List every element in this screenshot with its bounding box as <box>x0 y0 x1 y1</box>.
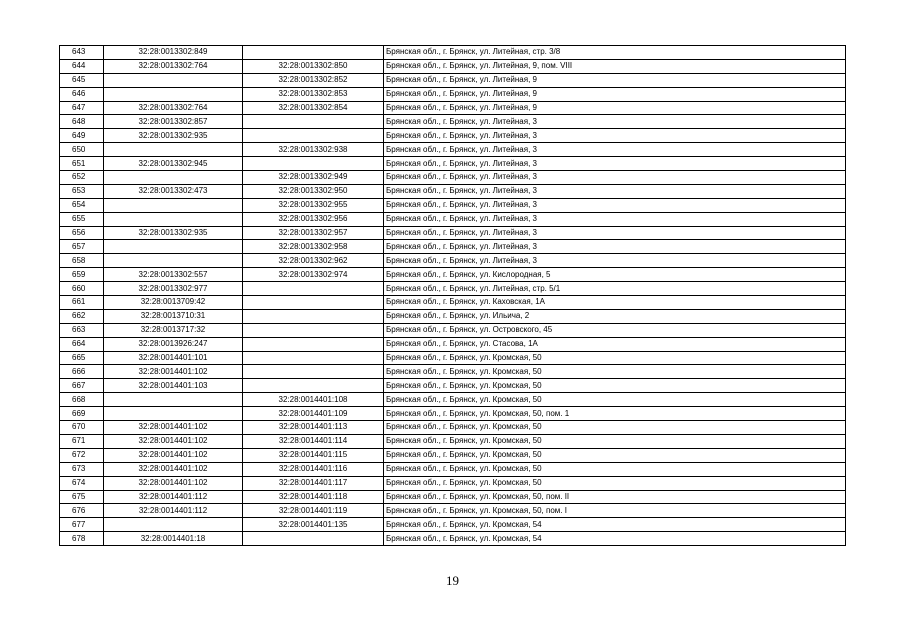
address-cell: Брянская обл., г. Брянск, ул. Литейная, 3 <box>384 240 846 254</box>
table-row <box>60 323 846 337</box>
parcel-number-cell: 32:28:0014401:101 <box>104 351 243 365</box>
table-row <box>60 518 846 532</box>
cadastral-table <box>59 45 846 546</box>
parcel-number-cell: 32:28:0013302:764 <box>104 101 243 115</box>
address-cell: Брянская обл., г. Брянск, ул. Островского, 45 <box>384 323 846 337</box>
building-number-cell: 32:28:0013302:938 <box>243 143 384 157</box>
address-cell: Брянская обл., г. Брянск, ул. Литейная, 3 <box>384 143 846 157</box>
building-number-cell <box>243 46 384 60</box>
address-cell: Брянская обл., г. Брянск, ул. Литейная, 9 <box>384 73 846 87</box>
address-cell: Брянская обл., г. Брянск, ул. Каховская, 1А <box>384 296 846 310</box>
table-row <box>60 337 846 351</box>
parcel-number-cell: 32:28:0014401:103 <box>104 379 243 393</box>
parcel-number-cell: 32:28:0013302:473 <box>104 184 243 198</box>
parcel-number-cell: 32:28:0014401:102 <box>104 462 243 476</box>
building-number-cell: 32:28:0013302:854 <box>243 101 384 115</box>
cadastral-table-body <box>60 46 846 546</box>
building-number-cell <box>243 351 384 365</box>
row-number-cell: 653 <box>60 184 104 198</box>
address-cell: Брянская обл., г. Брянск, ул. Кромская, 50 <box>384 365 846 379</box>
row-number-cell: 673 <box>60 462 104 476</box>
table-row <box>60 46 846 60</box>
parcel-number-cell <box>104 143 243 157</box>
table-row <box>60 434 846 448</box>
address-cell: Брянская обл., г. Брянск, ул. Кромская, 50 <box>384 476 846 490</box>
table-row <box>60 282 846 296</box>
address-cell: Брянская обл., г. Брянск, ул. Литейная, стр. 3/8 <box>384 46 846 60</box>
row-number-cell: 645 <box>60 73 104 87</box>
address-cell: Брянская обл., г. Брянск, ул. Кромская, 50 <box>384 448 846 462</box>
table-row <box>60 184 846 198</box>
building-number-cell: 32:28:0014401:117 <box>243 476 384 490</box>
table-row <box>60 504 846 518</box>
row-number-cell: 658 <box>60 254 104 268</box>
row-number-cell: 649 <box>60 129 104 143</box>
row-number-cell: 647 <box>60 101 104 115</box>
table-row <box>60 268 846 282</box>
parcel-number-cell <box>104 87 243 101</box>
parcel-number-cell: 32:28:0014401:102 <box>104 365 243 379</box>
parcel-number-cell: 32:28:0013709:42 <box>104 296 243 310</box>
table-row <box>60 532 846 546</box>
address-cell: Брянская обл., г. Брянск, ул. Литейная, 3 <box>384 157 846 171</box>
parcel-number-cell: 32:28:0013302:935 <box>104 226 243 240</box>
address-cell: Брянская обл., г. Брянск, ул. Кромская, 50 <box>384 379 846 393</box>
table-row <box>60 240 846 254</box>
row-number-cell: 655 <box>60 212 104 226</box>
table-row <box>60 254 846 268</box>
building-number-cell <box>243 379 384 393</box>
address-cell: Брянская обл., г. Брянск, ул. Литейная, 3 <box>384 212 846 226</box>
parcel-number-cell: 32:28:0013717:32 <box>104 323 243 337</box>
building-number-cell: 32:28:0014401:119 <box>243 504 384 518</box>
row-number-cell: 646 <box>60 87 104 101</box>
row-number-cell: 659 <box>60 268 104 282</box>
table-row <box>60 421 846 435</box>
table-row <box>60 171 846 185</box>
parcel-number-cell: 32:28:0013302:945 <box>104 157 243 171</box>
address-cell: Брянская обл., г. Брянск, ул. Кромская, 50, пом. II <box>384 490 846 504</box>
parcel-number-cell: 32:28:0014401:102 <box>104 434 243 448</box>
row-number-cell: 665 <box>60 351 104 365</box>
parcel-number-cell <box>104 212 243 226</box>
row-number-cell: 671 <box>60 434 104 448</box>
address-cell: Брянская обл., г. Брянск, ул. Кромская, 50 <box>384 462 846 476</box>
building-number-cell: 32:28:0013302:852 <box>243 73 384 87</box>
building-number-cell: 32:28:0013302:949 <box>243 171 384 185</box>
parcel-number-cell: 32:28:0013710:31 <box>104 309 243 323</box>
address-cell: Брянская обл., г. Брянск, ул. Литейная, стр. 5/1 <box>384 282 846 296</box>
row-number-cell: 676 <box>60 504 104 518</box>
parcel-number-cell: 32:28:0013302:557 <box>104 268 243 282</box>
building-number-cell: 32:28:0014401:114 <box>243 434 384 448</box>
table-row <box>60 59 846 73</box>
row-number-cell: 651 <box>60 157 104 171</box>
table-row <box>60 296 846 310</box>
table-row <box>60 115 846 129</box>
row-number-cell: 669 <box>60 407 104 421</box>
building-number-cell <box>243 282 384 296</box>
address-cell: Брянская обл., г. Брянск, ул. Кромская, 50 <box>384 393 846 407</box>
row-number-cell: 664 <box>60 337 104 351</box>
address-cell: Брянская обл., г. Брянск, ул. Литейная, 9 <box>384 87 846 101</box>
parcel-number-cell <box>104 198 243 212</box>
row-number-cell: 656 <box>60 226 104 240</box>
row-number-cell: 643 <box>60 46 104 60</box>
row-number-cell: 644 <box>60 59 104 73</box>
parcel-number-cell <box>104 171 243 185</box>
building-number-cell: 32:28:0013302:955 <box>243 198 384 212</box>
row-number-cell: 667 <box>60 379 104 393</box>
address-cell: Брянская обл., г. Брянск, ул. Ильича, 2 <box>384 309 846 323</box>
parcel-number-cell <box>104 240 243 254</box>
address-cell: Брянская обл., г. Брянск, ул. Литейная, 9, пом. VIII <box>384 59 846 73</box>
table-row <box>60 462 846 476</box>
parcel-number-cell: 32:28:0013302:977 <box>104 282 243 296</box>
row-number-cell: 662 <box>60 309 104 323</box>
building-number-cell: 32:28:0014401:108 <box>243 393 384 407</box>
row-number-cell: 663 <box>60 323 104 337</box>
table-row <box>60 143 846 157</box>
building-number-cell: 32:28:0014401:116 <box>243 462 384 476</box>
address-cell: Брянская обл., г. Брянск, ул. Кромская, 54 <box>384 518 846 532</box>
row-number-cell: 668 <box>60 393 104 407</box>
table-row <box>60 198 846 212</box>
building-number-cell: 32:28:0013302:974 <box>243 268 384 282</box>
table-row <box>60 101 846 115</box>
address-cell: Брянская обл., г. Брянск, ул. Литейная, 3 <box>384 184 846 198</box>
parcel-number-cell: 32:28:0013302:935 <box>104 129 243 143</box>
address-cell: Брянская обл., г. Брянск, ул. Кромская, 54 <box>384 532 846 546</box>
building-number-cell: 32:28:0013302:950 <box>243 184 384 198</box>
building-number-cell <box>243 296 384 310</box>
address-cell: Брянская обл., г. Брянск, ул. Кромская, 50 <box>384 421 846 435</box>
building-number-cell <box>243 532 384 546</box>
parcel-number-cell: 32:28:0013302:849 <box>104 46 243 60</box>
table-row <box>60 73 846 87</box>
row-number-cell: 650 <box>60 143 104 157</box>
address-cell: Брянская обл., г. Брянск, ул. Кромская, 50 <box>384 351 846 365</box>
building-number-cell: 32:28:0013302:956 <box>243 212 384 226</box>
table-row <box>60 393 846 407</box>
building-number-cell <box>243 337 384 351</box>
address-cell: Брянская обл., г. Брянск, ул. Кромская, 50, пом. 1 <box>384 407 846 421</box>
address-cell: Брянская обл., г. Брянск, ул. Литейная, 3 <box>384 129 846 143</box>
page-number: 19 <box>446 573 459 588</box>
row-number-cell: 674 <box>60 476 104 490</box>
address-cell: Брянская обл., г. Брянск, ул. Кислородная, 5 <box>384 268 846 282</box>
row-number-cell: 648 <box>60 115 104 129</box>
building-number-cell <box>243 129 384 143</box>
row-number-cell: 678 <box>60 532 104 546</box>
row-number-cell: 654 <box>60 198 104 212</box>
address-cell: Брянская обл., г. Брянск, ул. Кромская, 50 <box>384 434 846 448</box>
address-cell: Брянская обл., г. Брянск, ул. Литейная, 3 <box>384 115 846 129</box>
building-number-cell: 32:28:0014401:135 <box>243 518 384 532</box>
parcel-number-cell: 32:28:0014401:102 <box>104 421 243 435</box>
table-row <box>60 448 846 462</box>
table-row <box>60 365 846 379</box>
table-row <box>60 476 846 490</box>
table-row <box>60 379 846 393</box>
row-number-cell: 675 <box>60 490 104 504</box>
row-number-cell: 670 <box>60 421 104 435</box>
parcel-number-cell <box>104 254 243 268</box>
building-number-cell: 32:28:0013302:850 <box>243 59 384 73</box>
address-cell: Брянская обл., г. Брянск, ул. Литейная, 9 <box>384 101 846 115</box>
parcel-number-cell: 32:28:0014401:102 <box>104 476 243 490</box>
row-number-cell: 666 <box>60 365 104 379</box>
table-row <box>60 407 846 421</box>
building-number-cell: 32:28:0013302:853 <box>243 87 384 101</box>
table-row <box>60 157 846 171</box>
parcel-number-cell: 32:28:0014401:102 <box>104 448 243 462</box>
parcel-number-cell <box>104 73 243 87</box>
building-number-cell <box>243 157 384 171</box>
parcel-number-cell <box>104 518 243 532</box>
row-number-cell: 660 <box>60 282 104 296</box>
row-number-cell: 677 <box>60 518 104 532</box>
row-number-cell: 672 <box>60 448 104 462</box>
table-row <box>60 212 846 226</box>
table-row <box>60 226 846 240</box>
parcel-number-cell <box>104 393 243 407</box>
address-cell: Брянская обл., г. Брянск, ул. Литейная, 3 <box>384 254 846 268</box>
building-number-cell: 32:28:0014401:118 <box>243 490 384 504</box>
building-number-cell: 32:28:0013302:962 <box>243 254 384 268</box>
address-cell: Брянская обл., г. Брянск, ул. Стасова, 1А <box>384 337 846 351</box>
building-number-cell <box>243 115 384 129</box>
row-number-cell: 657 <box>60 240 104 254</box>
parcel-number-cell: 32:28:0013926:247 <box>104 337 243 351</box>
table-row <box>60 309 846 323</box>
address-cell: Брянская обл., г. Брянск, ул. Кромская, 50, пом. I <box>384 504 846 518</box>
building-number-cell: 32:28:0013302:958 <box>243 240 384 254</box>
building-number-cell: 32:28:0014401:115 <box>243 448 384 462</box>
row-number-cell: 652 <box>60 171 104 185</box>
building-number-cell: 32:28:0014401:109 <box>243 407 384 421</box>
table-row <box>60 87 846 101</box>
parcel-number-cell: 32:28:0014401:112 <box>104 504 243 518</box>
address-cell: Брянская обл., г. Брянск, ул. Литейная, 3 <box>384 198 846 212</box>
parcel-number-cell <box>104 407 243 421</box>
parcel-number-cell: 32:28:0013302:764 <box>104 59 243 73</box>
table-row <box>60 490 846 504</box>
table-row <box>60 129 846 143</box>
address-cell: Брянская обл., г. Брянск, ул. Литейная, 3 <box>384 171 846 185</box>
building-number-cell <box>243 365 384 379</box>
building-number-cell <box>243 323 384 337</box>
row-number-cell: 661 <box>60 296 104 310</box>
parcel-number-cell: 32:28:0014401:112 <box>104 490 243 504</box>
parcel-number-cell: 32:28:0014401:18 <box>104 532 243 546</box>
building-number-cell: 32:28:0014401:113 <box>243 421 384 435</box>
parcel-number-cell: 32:28:0013302:857 <box>104 115 243 129</box>
building-number-cell <box>243 309 384 323</box>
table-row <box>60 351 846 365</box>
address-cell: Брянская обл., г. Брянск, ул. Литейная, 3 <box>384 226 846 240</box>
building-number-cell: 32:28:0013302:957 <box>243 226 384 240</box>
